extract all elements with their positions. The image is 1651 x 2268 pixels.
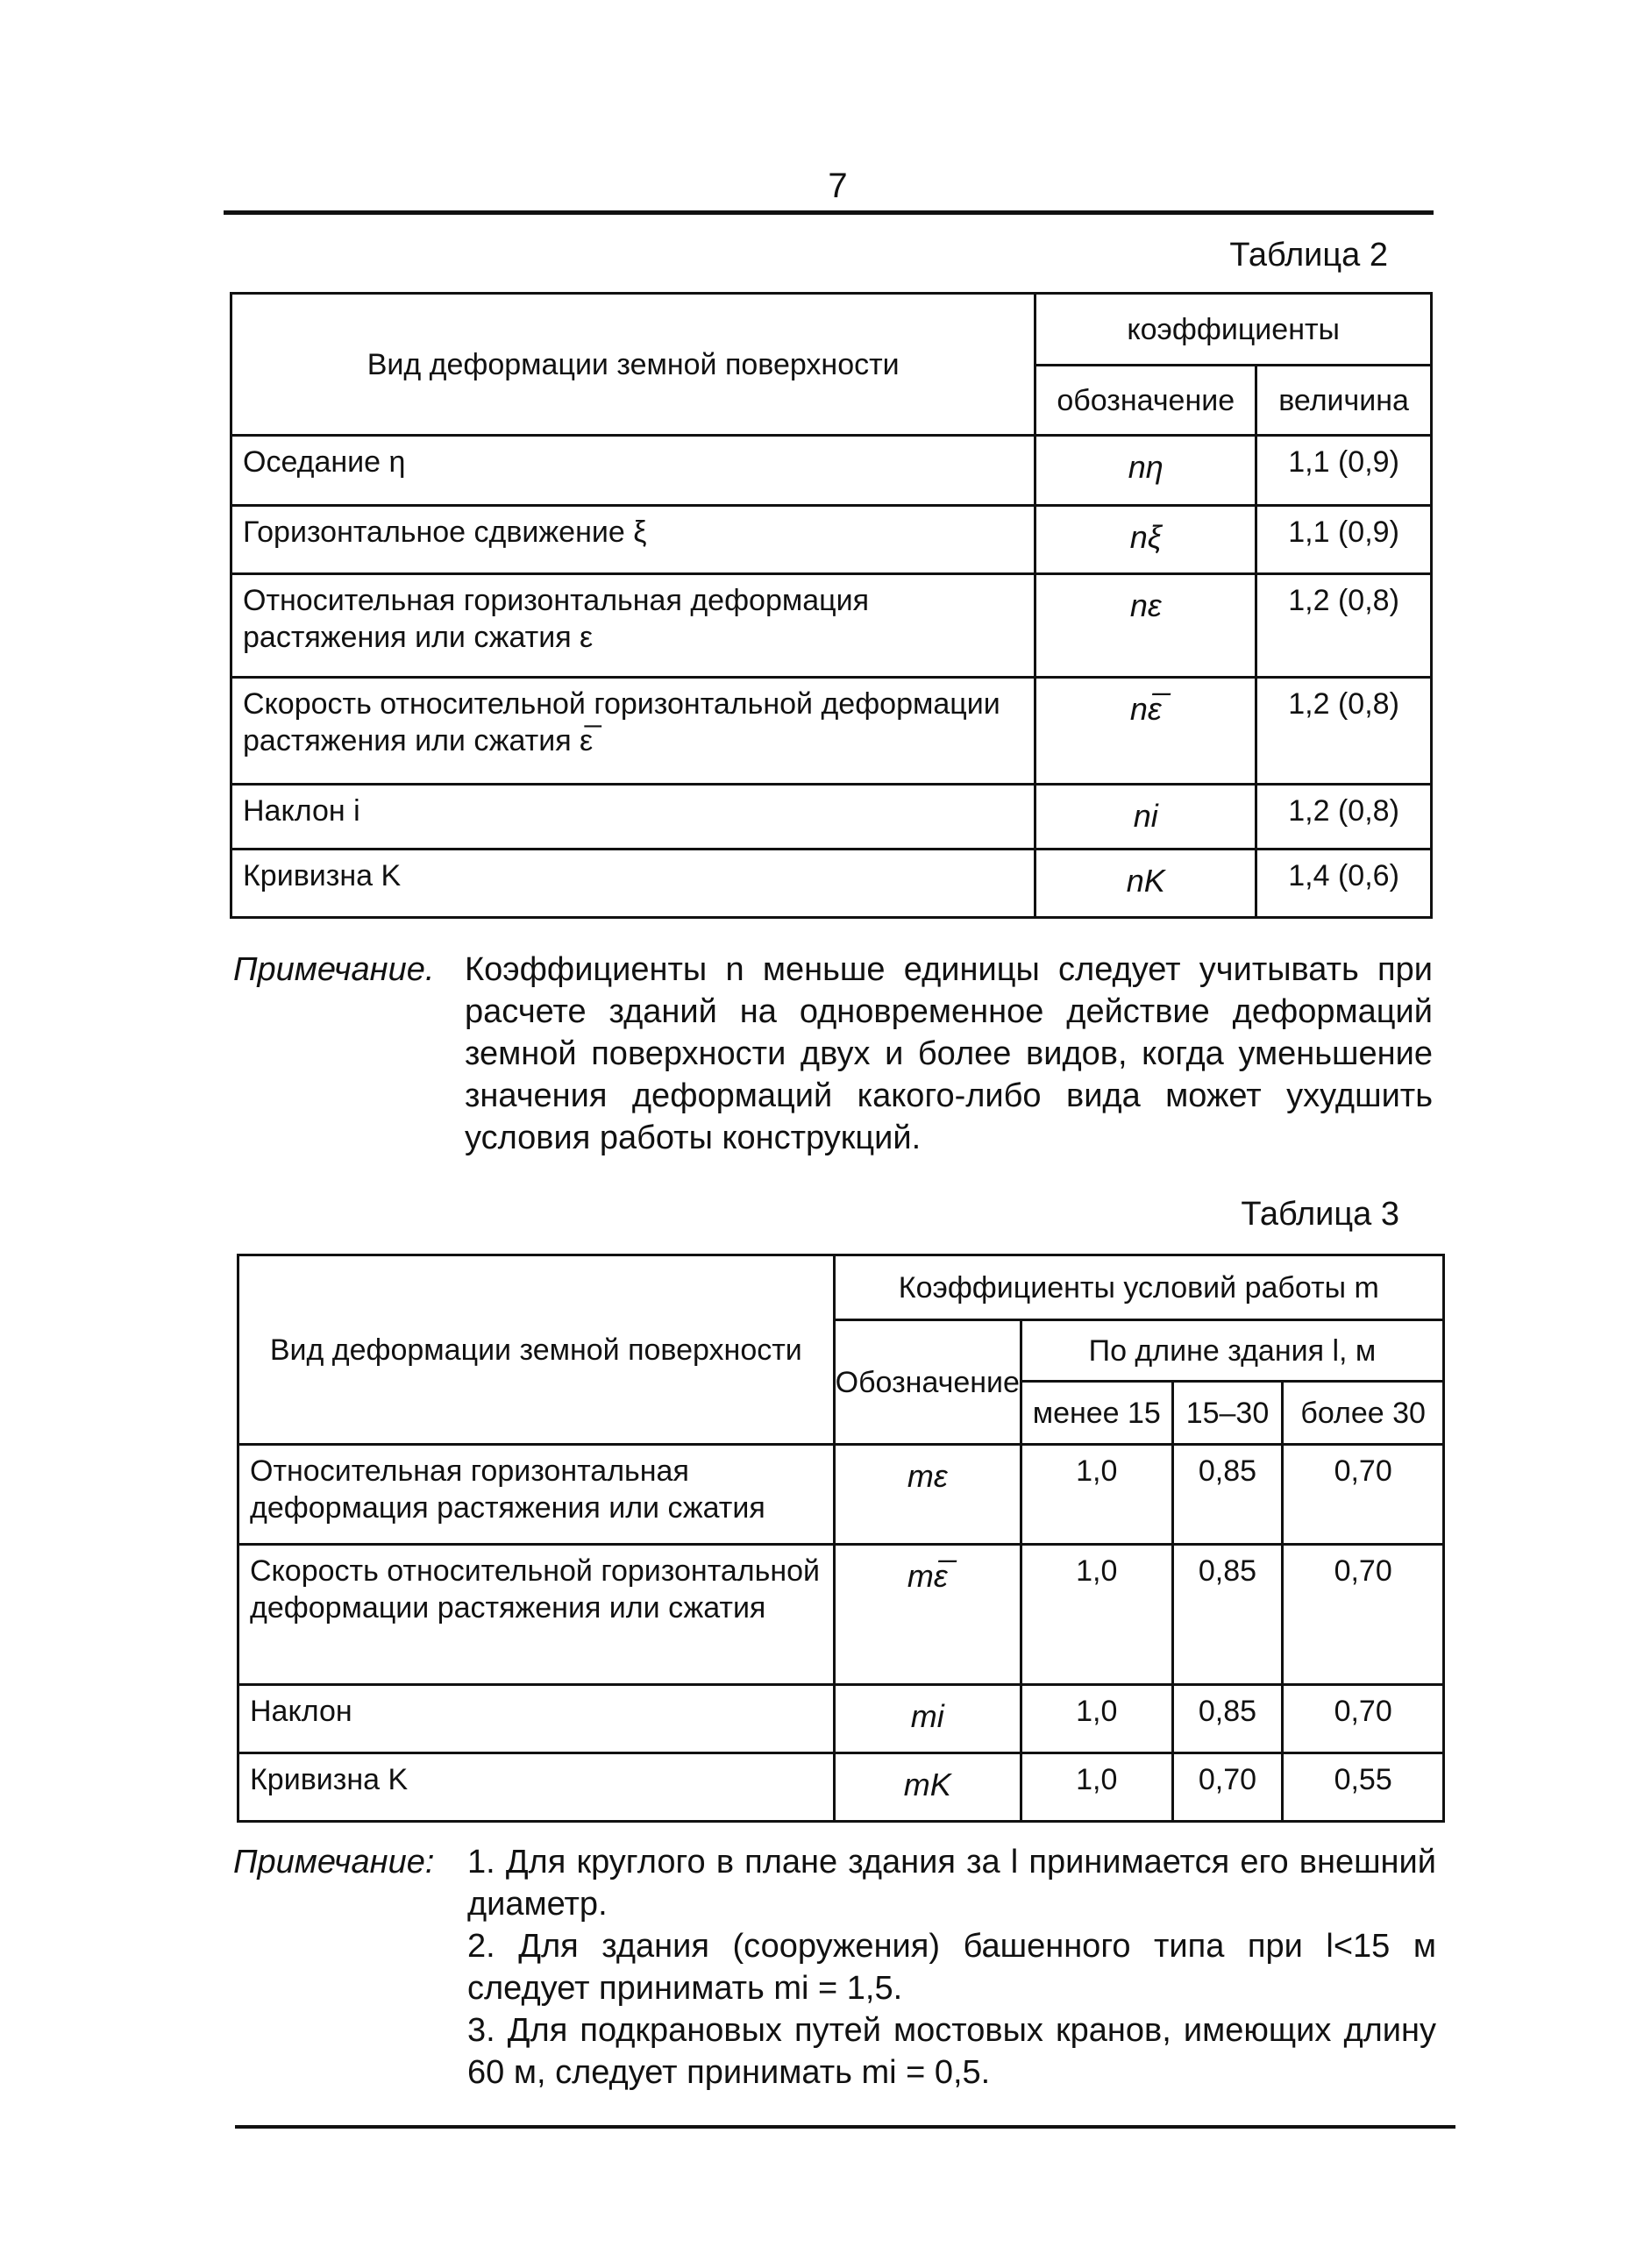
note-label: Примечание: <box>233 1844 435 1881</box>
row-value-2: 0,85 <box>1172 1545 1283 1685</box>
table3-header-designation: Обозначение <box>834 1320 1021 1445</box>
row-value-3: 0,70 <box>1283 1445 1444 1545</box>
row-value: 1,2 (0,8) <box>1256 574 1432 678</box>
note-item: 1. Для круглого в плане здания за l принимается его внешний диаметр. <box>467 1844 1436 1923</box>
table-row <box>238 1685 1444 1753</box>
note-text: Коэффициенты n меньше единицы следует учитывать при расчете зданий на одновременное действие деформаций земной поверхности двух и более видов, когда уменьшение значения деформаций какого-либо вида может ухудшить условия работы конструкций. <box>465 951 1433 1156</box>
note-items <box>467 1841 1436 2094</box>
row-value: 1,4 (0,6) <box>1256 850 1432 918</box>
note-item: 3. Для подкрановых путей мостовых кранов, имеющих длину 60 м, следует принимать mi = 0,5. <box>467 2012 1436 2091</box>
table3 <box>237 1254 1445 1823</box>
row-symbol: nε <box>1035 574 1256 678</box>
table-row <box>231 850 1432 918</box>
row-symbol: mK <box>834 1753 1021 1822</box>
table-row <box>238 1445 1444 1545</box>
table3-note <box>233 1841 1436 2113</box>
row-name: Наклон <box>238 1685 835 1753</box>
row-symbol: nK <box>1035 850 1256 918</box>
table-row <box>238 1753 1444 1822</box>
row-symbol: nξ <box>1035 506 1256 574</box>
row-value-1: 1,0 <box>1021 1753 1172 1822</box>
table2-header-coefficients: коэффициенты <box>1035 294 1432 366</box>
row-name: Кривизна K <box>238 1753 835 1822</box>
row-value-3: 0,70 <box>1283 1685 1444 1753</box>
table2 <box>230 292 1433 919</box>
page-number: 7 <box>828 167 848 205</box>
row-value: 1,2 (0,8) <box>1256 785 1432 850</box>
row-name: Относительная горизонтальная деформация растяжения или сжатия <box>238 1445 835 1545</box>
row-value: 1,2 (0,8) <box>1256 678 1432 785</box>
table-row <box>231 785 1432 850</box>
table3-header-col3: более 30 <box>1283 1382 1444 1445</box>
row-name: Наклон i <box>231 785 1035 850</box>
row-value-1: 1,0 <box>1021 1545 1172 1685</box>
table-row <box>238 1545 1444 1685</box>
row-value-1: 1,0 <box>1021 1445 1172 1545</box>
table3-header-col1: менее 15 <box>1021 1382 1172 1445</box>
row-symbol: mi <box>834 1685 1021 1753</box>
table2-caption: Таблица 2 <box>1229 237 1388 274</box>
row-value: 1,1 (0,9) <box>1256 506 1432 574</box>
row-name: Скорость относительной горизонтальной деформации растяжения или сжатия ε̅ <box>231 678 1035 785</box>
note-label: Примечание. <box>233 951 435 988</box>
table-row <box>231 678 1432 785</box>
table-row <box>231 436 1432 506</box>
table2-note <box>233 949 1433 1168</box>
row-value-3: 0,70 <box>1283 1545 1444 1685</box>
row-symbol: nε̅ <box>1035 678 1256 785</box>
table3-header-by-length: По длине здания l, м <box>1021 1320 1443 1382</box>
top-rule <box>224 210 1434 215</box>
row-name: Относительная горизонтальная деформация растяжения или сжатия ε <box>231 574 1035 678</box>
row-symbol: mε <box>834 1445 1021 1545</box>
row-name: Оседание η <box>231 436 1035 506</box>
row-value-2: 0,70 <box>1172 1753 1283 1822</box>
table2-header-designation: обозначение <box>1035 366 1256 436</box>
row-name: Горизонтальное сдвижение ξ <box>231 506 1035 574</box>
table3-header-kind: Вид деформации земной поверхности <box>238 1255 835 1445</box>
row-value-2: 0,85 <box>1172 1445 1283 1545</box>
table-row <box>231 574 1432 678</box>
bottom-rule <box>235 2125 1455 2129</box>
row-name: Кривизна K <box>231 850 1035 918</box>
row-value-1: 1,0 <box>1021 1685 1172 1753</box>
table3-header-coefficients: Коэффициенты условий работы m <box>834 1255 1443 1320</box>
table3-caption: Таблица 3 <box>1241 1196 1399 1233</box>
row-symbol: mε̅ <box>834 1545 1021 1685</box>
table-row <box>231 506 1432 574</box>
table2-header-kind: Вид деформации земной поверхности <box>231 294 1035 436</box>
table3-header-col2: 15–30 <box>1172 1382 1283 1445</box>
row-value: 1,1 (0,9) <box>1256 436 1432 506</box>
row-symbol: ni <box>1035 785 1256 850</box>
note-item: 2. Для здания (сооружения) башенного типа при l<15 м следует принимать mi = 1,5. <box>467 1928 1436 2007</box>
row-value-2: 0,85 <box>1172 1685 1283 1753</box>
table2-header-value: величина <box>1256 366 1432 436</box>
row-name: Скорость относительной горизонтальной деформации растяжения или сжатия <box>238 1545 835 1685</box>
row-value-3: 0,55 <box>1283 1753 1444 1822</box>
row-symbol: nη <box>1035 436 1256 506</box>
